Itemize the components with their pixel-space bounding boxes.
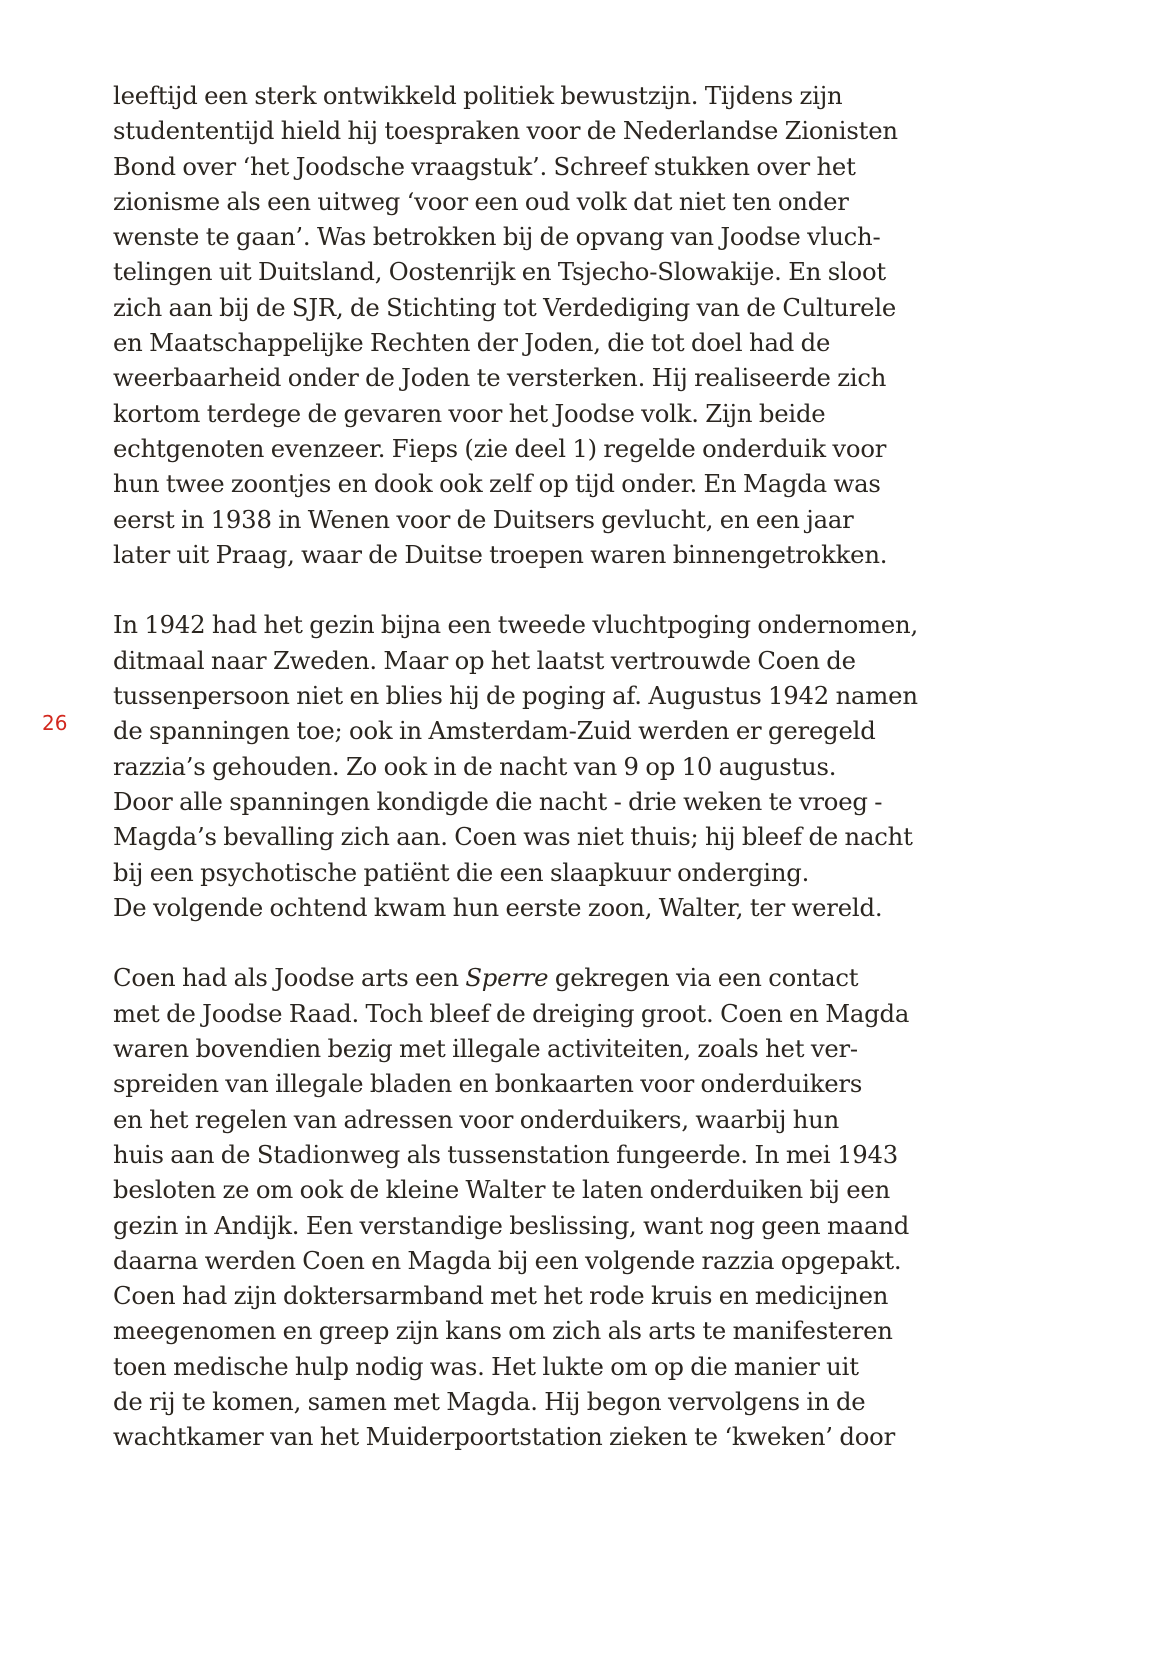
text-line: kortom terdege de gevaren voor het Joodse volk. Zijn beide — [113, 398, 826, 428]
text-line: ditmaal naar Zweden. Maar op het laatst vertrouwde Coen de — [113, 645, 856, 675]
text-line: De volgende ochtend kwam hun eerste zoon, Walter, ter wereld. — [113, 892, 883, 922]
text-line: razzia’s gehouden. Zo ook in de nacht van 9 op 10 augustus. — [113, 751, 837, 781]
page-number: 26 — [42, 711, 68, 735]
text-line: hun twee zoontjes en dook ook zelf op tijd onder. En Magda was — [113, 469, 881, 499]
text-line: wenste te gaan’. Was betrokken bij de opvang van Joodse vluch- — [113, 222, 881, 252]
text-run: Coen had als Joodse arts een — [113, 963, 466, 993]
text-line: toen medische hulp nodig was. Het lukte om op die manier uit — [113, 1351, 859, 1381]
text-line: later uit Praag, waar de Duitse troepen waren binnengetrokken. — [113, 539, 888, 569]
text-line: Magda’s bevalling zich aan. Coen was niet thuis; hij bleef de nacht — [113, 822, 913, 852]
text-line: zionisme als een uitweg ‘voor een oud volk dat niet ten onder — [113, 186, 849, 216]
text-line: tussenpersoon niet en blies hij de poging af. Augustus 1942 namen — [113, 681, 918, 711]
italic-term: Sperre — [465, 963, 549, 993]
text-line: Coen had zijn doktersarmband met het rode kruis en medicijnen — [113, 1281, 889, 1311]
body-text — [113, 78, 953, 1455]
text-line: eerst in 1938 in Wenen voor de Duitsers gevlucht, en een jaar — [113, 504, 854, 534]
text-line: In 1942 had het gezin bijna een tweede vluchtpoging ondernomen, — [113, 610, 919, 640]
text-line: Door alle spanningen kondigde die nacht - drie weken te vroeg - — [113, 786, 883, 816]
text-line: en Maatschappelijke Rechten der Joden, die tot doel had de — [113, 328, 831, 358]
text-line: bij een psychotische patiënt die een slaapkuur onderging. — [113, 857, 810, 887]
paragraph-2 — [113, 607, 953, 925]
text-run: gekregen via een contact — [548, 963, 859, 993]
text-line: besloten ze om ook de kleine Walter te laten onderduiken bij een — [113, 1175, 891, 1205]
text-line: huis aan de Stadionweg als tussenstation fungeerde. In mei 1943 — [113, 1139, 898, 1169]
text-line: leeftijd een sterk ontwikkeld politiek bewustzijn. Tijdens zijn — [113, 81, 843, 110]
text-line: meegenomen en greep zijn kans om zich als arts te manifesteren — [113, 1316, 893, 1346]
text-line: de spanningen toe; ook in Amsterdam-Zuid werden er geregeld — [113, 716, 876, 746]
text-line: telingen uit Duitsland, Oostenrijk en Tsjecho-Slowakije. En sloot — [113, 257, 886, 287]
text-line: de rij te komen, samen met Magda. Hij begon vervolgens in de — [113, 1386, 866, 1416]
paragraph-3 — [113, 960, 953, 1454]
text-line: waren bovendien bezig met illegale activiteiten, zoals het ver- — [113, 1034, 858, 1064]
text-line: Bond over ‘het Joodsche vraagstuk’. Schreef stukken over het — [113, 151, 856, 181]
text-line: spreiden van illegale bladen en bonkaarten voor onderduikers — [113, 1069, 863, 1099]
text-line: weerbaarheid onder de Joden te versterken. Hij realiseerde zich — [113, 363, 887, 393]
text-line: studententijd hield hij toespraken voor de Nederlandse Zionisten — [113, 116, 898, 146]
text-line: wachtkamer van het Muiderpoortstation zieken te ‘kweken’ door — [113, 1422, 895, 1452]
text-line: gezin in Andijk. Een verstandige beslissing, want nog geen maand — [113, 1210, 910, 1240]
text-line: en het regelen van adressen voor onderduikers, waarbij hun — [113, 1104, 840, 1134]
text-line: met de Joodse Raad. Toch bleef de dreiging groot. Coen en Magda — [113, 998, 910, 1028]
text-line: zich aan bij de SJR, de Stichting tot Verdediging van de Culturele — [113, 292, 897, 322]
text-line — [113, 960, 953, 995]
text-line: daarna werden Coen en Magda bij een volgende razzia opgepakt. — [113, 1245, 902, 1275]
paragraph-1 — [113, 78, 953, 572]
text-line: echtgenoten evenzeer. Fieps (zie deel 1) regelde onderduik voor — [113, 433, 887, 463]
